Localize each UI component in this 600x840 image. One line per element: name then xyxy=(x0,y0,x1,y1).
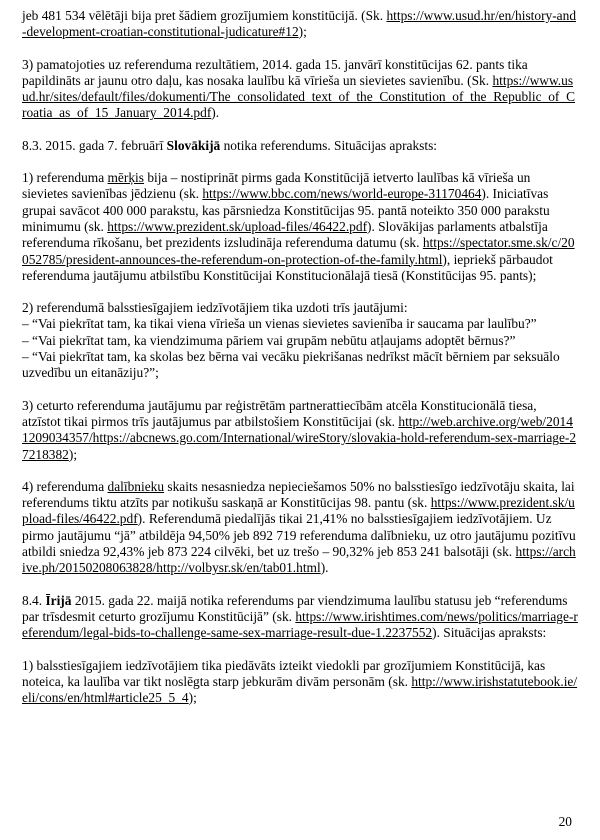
paragraph-text: ). xyxy=(211,105,220,121)
reference-link[interactable]: https://www.prezident.sk/upload-files/46422.pdf xyxy=(22,495,575,527)
list-line: 2) referendumā balsstiesīgajiem iedzīvotājiem tika uzdoti trīs jautājumi: xyxy=(22,300,408,316)
document-body xyxy=(22,8,578,706)
paragraph-text: ); xyxy=(188,690,197,706)
paragraph-text: 8.3. 2015. gada 7. februārī xyxy=(22,137,167,153)
paragraph-text: skaits nesasniedza nepieciešamos 50% no balsstiesīgo iedzīvotāju skaita, lai referendums tiktu atzīts par notikušu saskaņā ar Konstitūcijas 98. pantu (sk. xyxy=(22,478,575,511)
paragraph xyxy=(22,138,578,154)
paragraph-text: ), iepriekš pārbaudot referenduma jautājumu atbilstību Konstitūcijai Konstitucionālajā tiesā (Konstitūcijas 95. pants); xyxy=(22,251,553,283)
list-line: – “Vai piekrītat tam, ka skolas bez bērna vai vecāku piekrišanas nedrīkst mācīt bērniem par seksuālo uzvedību un eitanāziju?”; xyxy=(22,349,560,381)
paragraph xyxy=(22,170,578,284)
page-number: 20 xyxy=(558,814,572,829)
paragraph-text: ). xyxy=(320,560,329,576)
paragraph xyxy=(22,479,578,577)
paragraph-text: 4) referenduma xyxy=(22,478,108,494)
paragraph-text: jeb 481 534 vēlētāji bija pret šādiem grozījumiem konstitūcijā. (Sk. xyxy=(22,8,387,23)
paragraph xyxy=(22,57,578,122)
paragraph xyxy=(22,658,578,707)
paragraph xyxy=(22,300,578,381)
paragraph-text: 1) referenduma xyxy=(22,170,108,186)
paragraph-text: 3) pamatojoties uz referenduma rezultātiem, 2014. gada 15. janvārī konstitūcijas 62. pants tika papildināts ar jaunu otro daļu, kas nosaka laulību kā vīrieša un sievietes savienību. (Sk. xyxy=(22,56,528,88)
reference-link[interactable]: http://web.archive.org/web/20141209034357/https://abcnews.go.com/International/wireStory/slovakia-hold-referendum-sex-marriage-27218382 xyxy=(22,413,577,462)
paragraph-text: 8.4. xyxy=(22,592,46,608)
paragraph-text: 2015. gada 22. maijā notika referendums par viendzimuma laulību statusu jeb “referendums par trīsdesmit ceturto grozījumu Konstitūcijā” (sk. xyxy=(22,592,568,624)
list-line: – “Vai piekrītat tam, ka tikai viena vīrieša un vienas sievietes savienība ir saucama par laulību?” xyxy=(22,316,537,332)
paragraph-text: ); xyxy=(298,24,307,40)
reference-link[interactable]: https://archive.ph/20150208063828/http://volbysr.sk/en/tab01.html xyxy=(22,544,576,576)
paragraph-text: 3) ceturto referenduma jautājumu par reģistrētām partnerattiecībām atcēla Konstitucionālā tiesa, atzīstot tikai pirmos trīs jautājumus par atbilstošiem Konstitūcijai (sk. xyxy=(22,397,537,429)
list-line: – “Vai piekrītat tam, ka viendzimuma pāriem vai grupām nebūtu atļaujams adoptēt bērnus?” xyxy=(22,332,516,348)
paragraph-text: bija – nostiprināt pirms gada Konstitūcijā ietverto laulības kā vīrieša un sievietes savienības jēdzienu (sk. xyxy=(22,170,531,202)
paragraph-text: ). Referendumā piedalījās tikai 21,41% no balsstiesīgajiem iedzīvotājiem. Uz pirmo jautājumu “jā” atbildēja 94,50% jeb 892 719 referenduma dalībnieku, uz otro jautājumu pozitīvu atbildi sniedza 92,43% jeb 873 224 cilvēki, bet uz trešo – 90,32% jeb 853 241 balsotāji (sk. xyxy=(22,511,576,560)
reference-link[interactable]: https://www.irishtimes.com/news/politics/marriage-referendum/legal-bids-to-challenge-same-sex-marriage-result-due-1.2237552 xyxy=(22,608,578,641)
paragraph-text: Slovākijā xyxy=(166,137,221,153)
paragraph xyxy=(22,8,578,41)
paragraph-text: notika referendums. Situācijas apraksts: xyxy=(220,137,438,153)
paragraph-text: 1) balsstiesīgajiem iedzīvotājiem tika piedāvāts izteikt viedokli par grozījumiem Konstitūcijā, kas noteica, ka laulība var tikt noslēgta starp jebkurām divām personām (sk. xyxy=(22,657,546,689)
paragraph-text: ); xyxy=(68,446,78,462)
paragraph-text: mērķis xyxy=(107,170,144,186)
paragraph xyxy=(22,398,578,463)
paragraph-text: ). Slovākijas parlaments atbalstīja referenduma rīkošanu, bet prezidents izsludināja referenduma datumu (sk. xyxy=(22,218,548,251)
paragraph-text: ). Situācijas apraksts: xyxy=(432,625,547,641)
reference-link[interactable]: http://www.irishstatutebook.ie/eli/cons/en/html#article25_5_4 xyxy=(22,673,578,706)
paragraph xyxy=(22,593,578,642)
reference-link[interactable]: https://spectator.sme.sk/c/20052785/president-announces-the-referendum-on-protection-of-the-family.html xyxy=(22,235,575,267)
paragraph-text: ). Iniciatīvas grupai savācot 400 000 parakstu, kas pārsniedza Konstitūcijas 95. pantā noteikto 350 000 parakstu minimumu (sk. xyxy=(22,186,550,234)
paragraph-text: dalībnieku xyxy=(107,478,165,494)
reference-link[interactable]: https://www.prezident.sk/upload-files/46422.pdf xyxy=(107,218,368,234)
reference-link[interactable]: https://www.bbc.com/news/world-europe-31170464 xyxy=(202,186,482,202)
reference-link[interactable]: https://www.usud.hr/en/history-and-development-croatian-constitutional-judicature#12 xyxy=(22,8,577,40)
paragraph-text: Īrijā xyxy=(45,592,72,608)
reference-link[interactable]: https://www.usud.hr/sites/default/files/dokumenti/The_consolidated_text_of_the_Constitution_of_the_Republic_of_Croatia_as_of_15_January_2014.pdf xyxy=(22,72,576,121)
